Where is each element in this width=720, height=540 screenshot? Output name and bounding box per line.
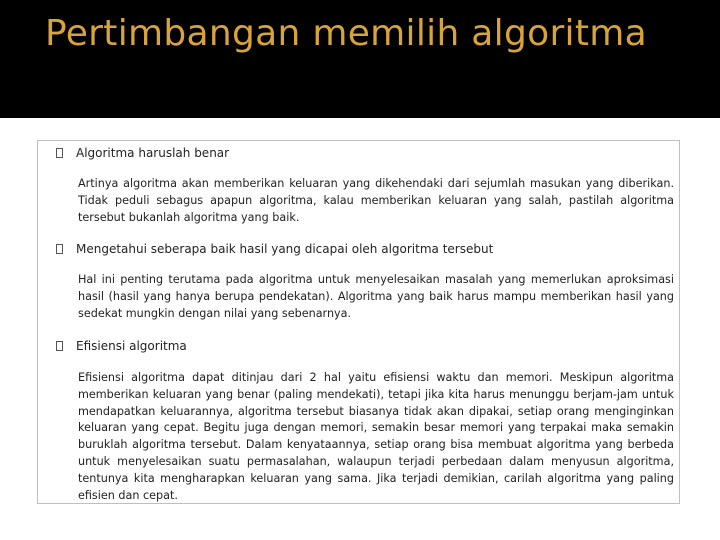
bullet-heading: Efisiensi algoritma [76, 339, 187, 353]
slide-title: Pertimbangan memilih algoritma [45, 13, 647, 54]
bullet-point-3 [56, 339, 187, 353]
bullet-body: Artinya algoritma akan memberikan keluaran yang dikehendaki dari sejumlah masukan yang diberikan. Tidak peduli sebagus apapun algoritma, kalau memberikan keluaran yang salah, pastilah algoritma tersebut bukanlah algoritma yang baik. [78, 177, 674, 224]
bullet-body: Hal ini penting terutama pada algoritma untuk menyelesaikan masalah yang memerlukan aproksimasi hasil (hasil yang hanya berupa pendekatan). Algoritma yang baik harus mampu memberikan hasil yang sedekat mungkin dengan nilai yang sebenarnya. [78, 273, 674, 320]
bullet-box-icon [56, 341, 63, 351]
bullet-point-1 [56, 146, 229, 160]
bullet-heading: Mengetahui seberapa baik hasil yang dicapai oleh algoritma tersebut [76, 242, 494, 256]
bullet-heading: Algoritma haruslah benar [76, 146, 230, 160]
bullet-body: Efisiensi algoritma dapat ditinjau dari 2 hal yaitu efisiensi waktu dan memori. Meskipun algoritma memberikan keluaran yang benar (paling mendekati), tetapi jika kita harus menunggu berjam-jam untuk mendapatkan keluarannya, algoritma tersebut biasanya tidak akan dipakai, setiap orang menginginkan keluaran yang cepat. Begitu juga dengan memori, semakin besar memori yang terpakai maka semakin buruklah algoritma tersebut. Dalam kenyataannya, setiap orang bisa membuat algoritma yang berbeda untuk menyelesaikan suatu permasalahan, walaupun terjadi perbedaan dalam menyusun algoritma, tentunya kita mengharapkan keluaran yang sama. Jika terjadi demikian, carilah algoritma yang paling efisien dan cepat. [78, 371, 674, 502]
title-bar [0, 0, 720, 118]
bullet-box-icon [56, 244, 63, 254]
bullet-point-2 [56, 242, 493, 256]
bullet-box-icon [56, 148, 63, 158]
